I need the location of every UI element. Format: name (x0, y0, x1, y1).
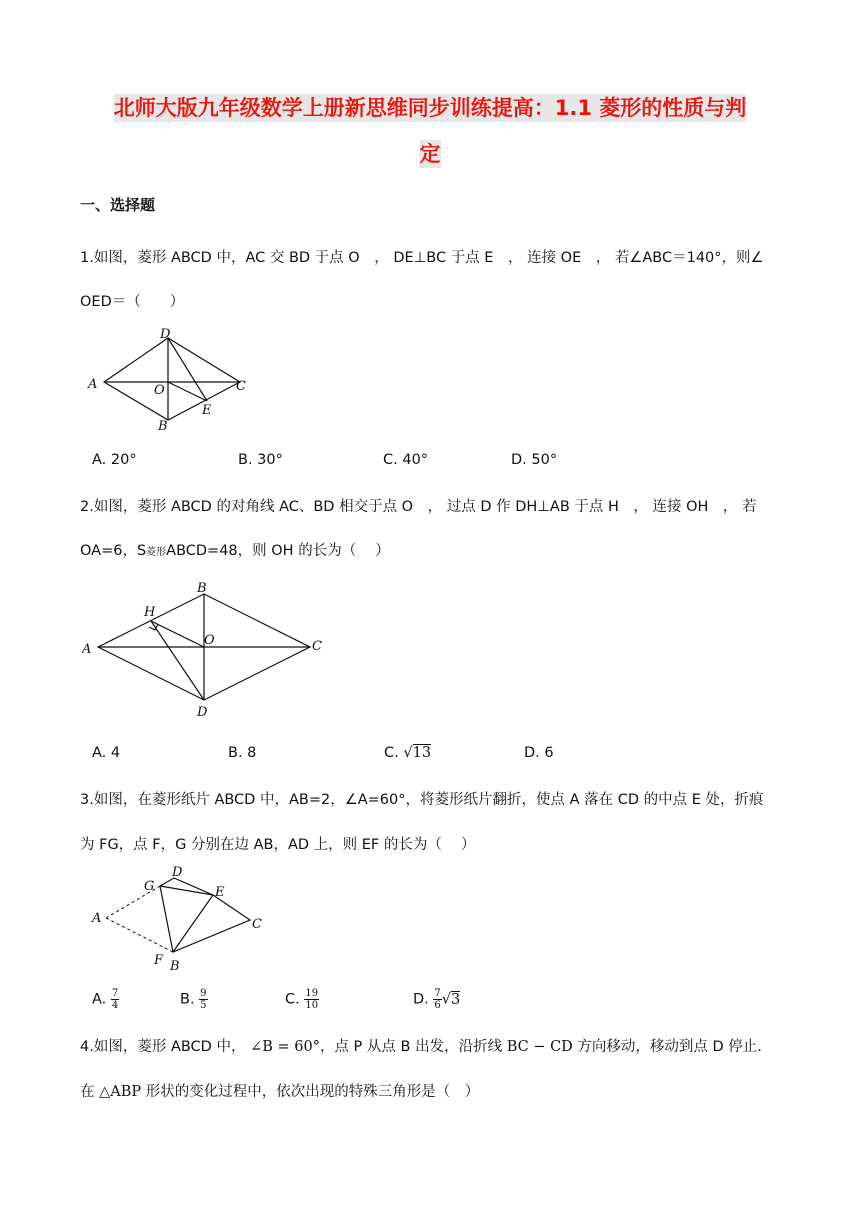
fig1-label-a: A (88, 377, 98, 392)
question-3-line1: 3.如图，在菱形纸片 ABCD 中，AB=2，∠A=60°，将菱形纸片翻折，使点 A 落在 CD 的中点 E 处，折痕 (80, 792, 764, 808)
section-heading: 一、选择题 (80, 196, 156, 214)
fig1-label-b: B (158, 419, 168, 434)
question-3-option-c: C. $\frac{19}{10}$ (285, 988, 319, 1011)
question-1-option-b: B. 30° (238, 452, 283, 468)
question-4-line2: 在 △ABP 形状的变化过程中，依次出现的特殊三角形是（ ） (80, 1084, 480, 1100)
question-2-option-a: A. 4 (92, 745, 121, 761)
fig2-label-o: O (204, 633, 215, 648)
question-2-line1: 2.如图，菱形 ABCD 的对角线 AC、BD 相交于点 O ， 过点 D 作 DH⊥AB 于点 H ， 连接 OH ， 若 (80, 499, 757, 515)
question-2-option-c-radicand: 13 (412, 745, 432, 761)
question-3-figure (88, 862, 268, 978)
fig3-label-c: C (252, 917, 262, 932)
question-1-option-d: D. 50° (511, 452, 558, 468)
question-1-option-c: C. 40° (383, 452, 429, 468)
sqrt-icon: √ (441, 991, 452, 1008)
fig1-label-e: E (202, 403, 212, 418)
question-1-figure (82, 322, 262, 434)
page-title-continued (60, 128, 800, 180)
fig3-label-d: D (172, 865, 183, 880)
question-2-line2-pre: OA=6，S (80, 543, 147, 559)
fig3-label-g: G (144, 879, 155, 894)
fig1-label-o: O (154, 383, 165, 398)
question-2-option-b: B. 8 (228, 745, 257, 761)
fig3-label-f: F (154, 953, 164, 968)
fig1-label-d: D (160, 327, 171, 342)
fig3-label-b: B (170, 959, 180, 974)
question-2-option-c: C. √13 (384, 745, 432, 761)
question-2-line2 (80, 541, 780, 563)
question-2-subscript: 菱形 (146, 547, 167, 558)
fig3-label-a: A (92, 911, 102, 926)
question-2-option-d: D. 6 (524, 745, 554, 761)
fraction: $\frac{7}{4}$ (111, 988, 119, 1011)
page-title-line2: 定 (419, 142, 441, 166)
question-3-option-a: A. $\frac{7}{4}$ (92, 988, 119, 1011)
fraction: $\frac{19}{10}$ (305, 988, 319, 1011)
fig1-label-c: C (236, 379, 246, 394)
fraction: $\frac{9}{5}$ (200, 988, 207, 1011)
question-3-option-d: D. $\frac{7}{6}$ √3 (413, 988, 461, 1011)
fig2-label-c: C (312, 639, 322, 654)
fig2-label-h: H (144, 605, 156, 620)
question-4-math-path: BC − CD (506, 1039, 573, 1055)
sqrt-icon: √ (403, 745, 413, 761)
question-1-line2: OED＝（ ） (80, 294, 185, 310)
question-1-option-a: A. 20° (92, 452, 137, 468)
page-title-line1: 北师大版九年级数学上册新思维同步训练提高：1.1 菱形的性质与判 (113, 96, 747, 120)
question-1-line1: 1.如图，菱形 ABCD 中，AC 交 BD 于点 O ， DE⊥BC 于点 E ， 连接 OE ， 若∠ABC＝140°，则∠ (80, 250, 764, 266)
fig3-label-e: E (215, 885, 225, 900)
question-3-line2: 为 FG，点 F，G 分别在边 AB，AD 上，则 EF 的长为（ ） (80, 837, 476, 853)
question-2-line2-post: ABCD=48，则 OH 的长为（ ） (166, 543, 390, 559)
question-2-figure (82, 580, 332, 720)
fig2-label-d: D (197, 705, 208, 720)
fraction: $\frac{7}{6}$ (434, 988, 441, 1011)
fig2-label-b: B (197, 581, 207, 596)
question-3-option-b: B. $\frac{9}{5}$ (180, 988, 207, 1011)
page-title (60, 82, 800, 134)
question-4-math-triangle: △ABP (99, 1084, 142, 1100)
question-4-line1: 4.如图，菱形 ABCD 中， ∠B = 60°，点 P 从点 B 出发，沿折线 BC − CD 方向移动，移动到点 D 停止. (80, 1039, 762, 1055)
fig2-label-a: A (82, 642, 92, 657)
question-4-math-angle: ∠B = 60° (250, 1039, 320, 1055)
